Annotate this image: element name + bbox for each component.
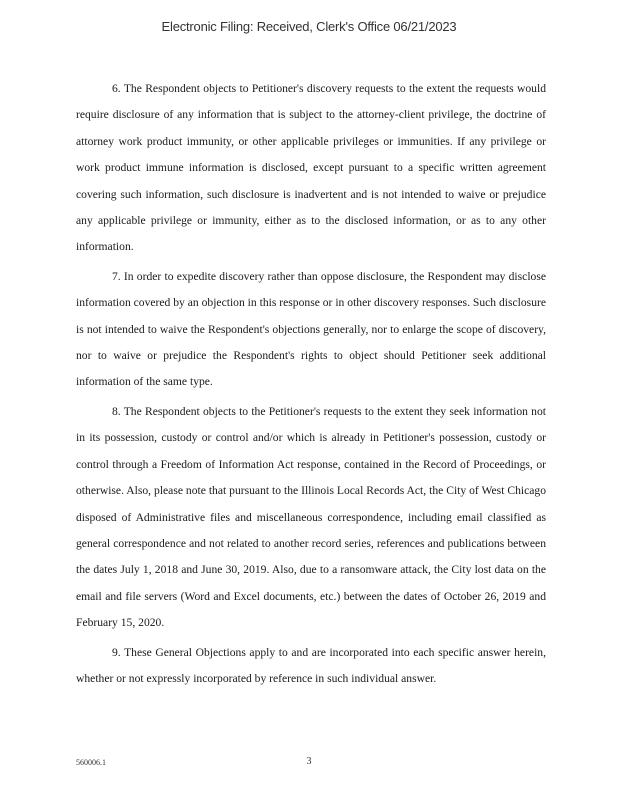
paragraph-9: 9. These General Objections apply to and are incorporated into each specific answer herein, whether or not expressly incorporated by reference in such individual answer.: [76, 645, 546, 685]
paragraph-8: 8. The Respondent objects to the Petitioner's requests to the extent they seek information not in its possession, custody or control and/or which is already in Petitioner's possession, custody or control through a Freedom of Information Act response, contained in the Record of Proceedings, or otherwise. Also, please note that pursuant to the Illinois Local Records Act, the City of West Chicago disposed of Administrative files and miscellaneous correspondence, including email classified as general correspondence and not related to another record series, references and publications between the dates July 1, 2018 and June 30, 2019. Also, due to a ransomware attack, the City lost data on the email and file servers (Word and Excel documents, etc.) between the dates of October 26, 2019 and February 15, 2020.: [76, 404, 546, 630]
filing-stamp: Electronic Filing: Received, Clerk's Office 06/21/2023: [161, 19, 457, 34]
paragraph-6: 6. The Respondent objects to Petitioner's discovery requests to the extent the requests would require disclosure of any information that is subject to the attorney-client privilege, the doctrine of attorney work product immunity, or other applicable privileges or immunities. If any privilege or work product immune information is disclosed, except pursuant to a specific written agreement covering such information, such disclosure is inadvertent and is not intended to waive or prejudice any applicable privilege or immunity, either as to the disclosed information, or as to any other information.: [76, 82, 546, 254]
paragraph-7: 7. In order to expedite discovery rather than oppose disclosure, the Respondent may disclose information covered by an objection in this response or in other discovery responses. Such disclosure is not intended to waive the Respondent's objections generally, nor to enlarge the scope of discovery, nor to waive or prejudice the Respondent's rights to object should Petitioner seek additional information of the same type.: [76, 269, 546, 389]
page-number: 3: [306, 756, 312, 767]
document-id: 560006.1: [76, 758, 106, 767]
document-body: [76, 76, 546, 695]
